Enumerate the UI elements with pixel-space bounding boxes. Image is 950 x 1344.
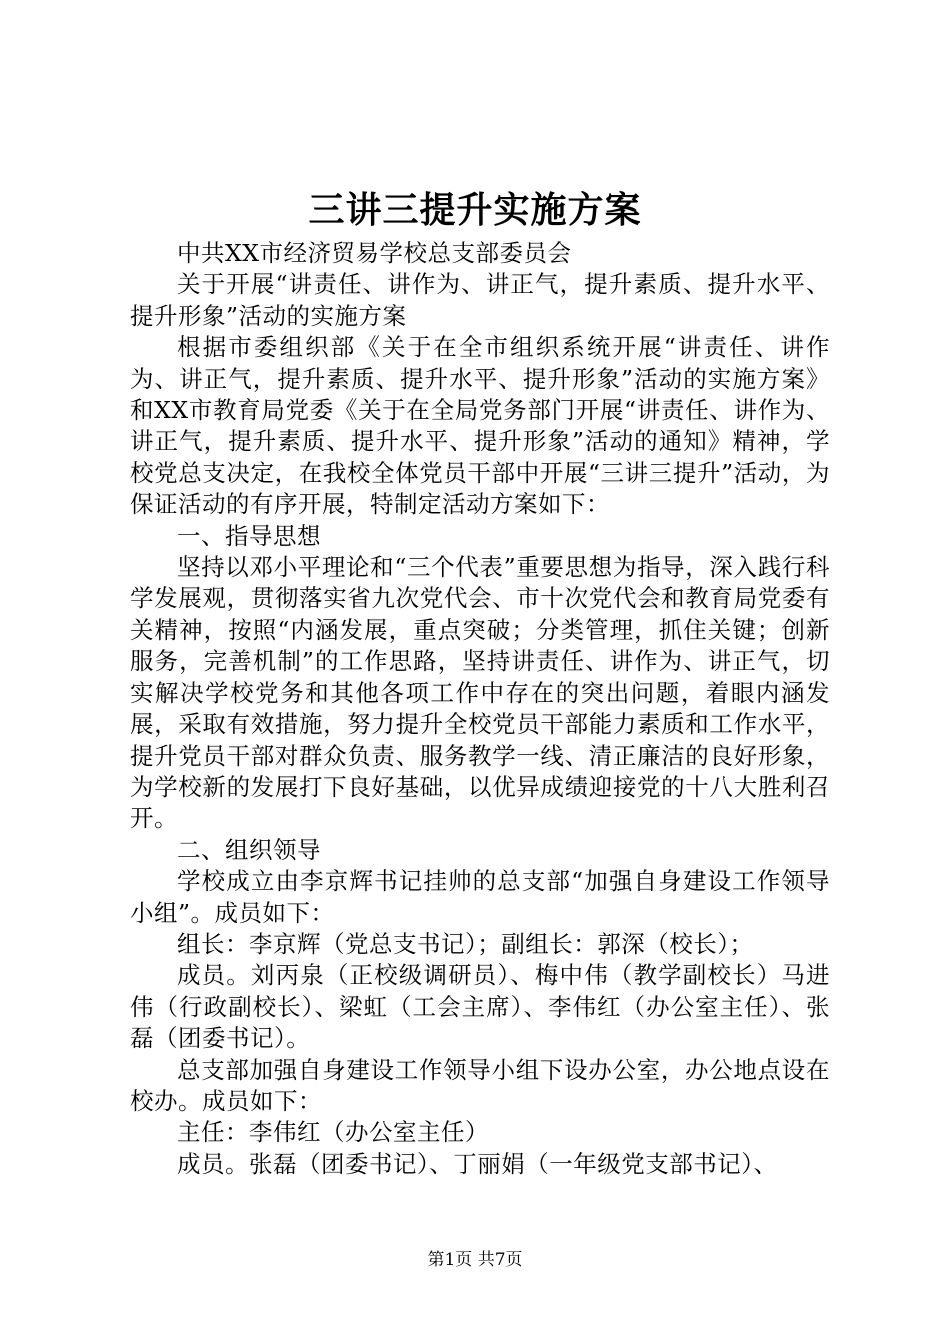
document-title: 三讲三提升实施方案 bbox=[308, 189, 642, 231]
page-number-footer: 第1页 共7页 bbox=[427, 1250, 523, 1270]
paragraph-intro: 根据市委组织部《关于在全市组织系统开展“讲责任、讲作为、讲正气，提升素质、提升水平、提升形象”活动的实施方案》和XX市教育局党委《关于在全局党务部门开展“讲责任、讲作为、讲正气，提升素质、提升水平、提升形象”活动的通知》精神，学校党总支决定，在我校全体党员干部中开展“三讲三提升”活动，为保证活动的有序开展，特制定活动方案如下： bbox=[130, 333, 830, 519]
paragraph-leaders: 组长：李京辉（党总支书记）；副组长：郭深（校长）； bbox=[177, 929, 754, 958]
paragraph-issuer: 中共XX市经济贸易学校总支部委员会 bbox=[177, 239, 572, 267]
section-heading-organization: 二、组织领导 bbox=[177, 835, 321, 864]
paragraph-guiding-ideology: 坚持以邓小平理论和“三个代表”重要思想为指导，深入践行科学发展观，贯彻落实省九次党代会、市十次党代会和教育局党委有关精神，按照“内涵发展，重点突破；分类管理，抓住关键；创新服务，完善机制”的工作思路，坚持讲责任、讲作为、讲正气，切实解决学校党务和其他各项工作中存在的突出问题，着眼内涵发展，采取有效措施，努力提升全校党员干部能力素质和工作水平，提升党员干部对群众负责、服务教学一线、清正廉洁的良好形象，为学校新的发展打下良好基础，以优异成绩迎接党的十八大胜利召开。 bbox=[130, 553, 830, 833]
paragraph-office-director: 主任：李伟红（办公室主任） bbox=[177, 1118, 489, 1147]
document-body bbox=[130, 238, 830, 1180]
paragraph-office: 总支部加强自身建设工作领导小组下设办公室，办公地点设在校办。成员如下： bbox=[130, 1055, 830, 1115]
paragraph-office-members: 成员。张磊（团委书记）、丁丽娟（一年级党支部书记）、 bbox=[177, 1149, 778, 1178]
paragraph-leadership-group: 学校成立由李京辉书记挂帅的总支部“加强自身建设工作领导小组”。成员如下： bbox=[130, 867, 830, 927]
section-heading-guiding-ideology: 一、指导思想 bbox=[177, 521, 321, 550]
paragraph-subject: 关于开展“讲责任、讲作为、讲正气，提升素质、提升水平、提升形象”活动的实施方案 bbox=[130, 270, 830, 330]
paragraph-members: 成员。刘丙泉（正校级调研员）、梅中伟（教学副校长）马进伟（行政副校长）、梁虹（工会主席）、李伟红（办公室主任）、张磊（团委书记）。 bbox=[130, 961, 830, 1053]
